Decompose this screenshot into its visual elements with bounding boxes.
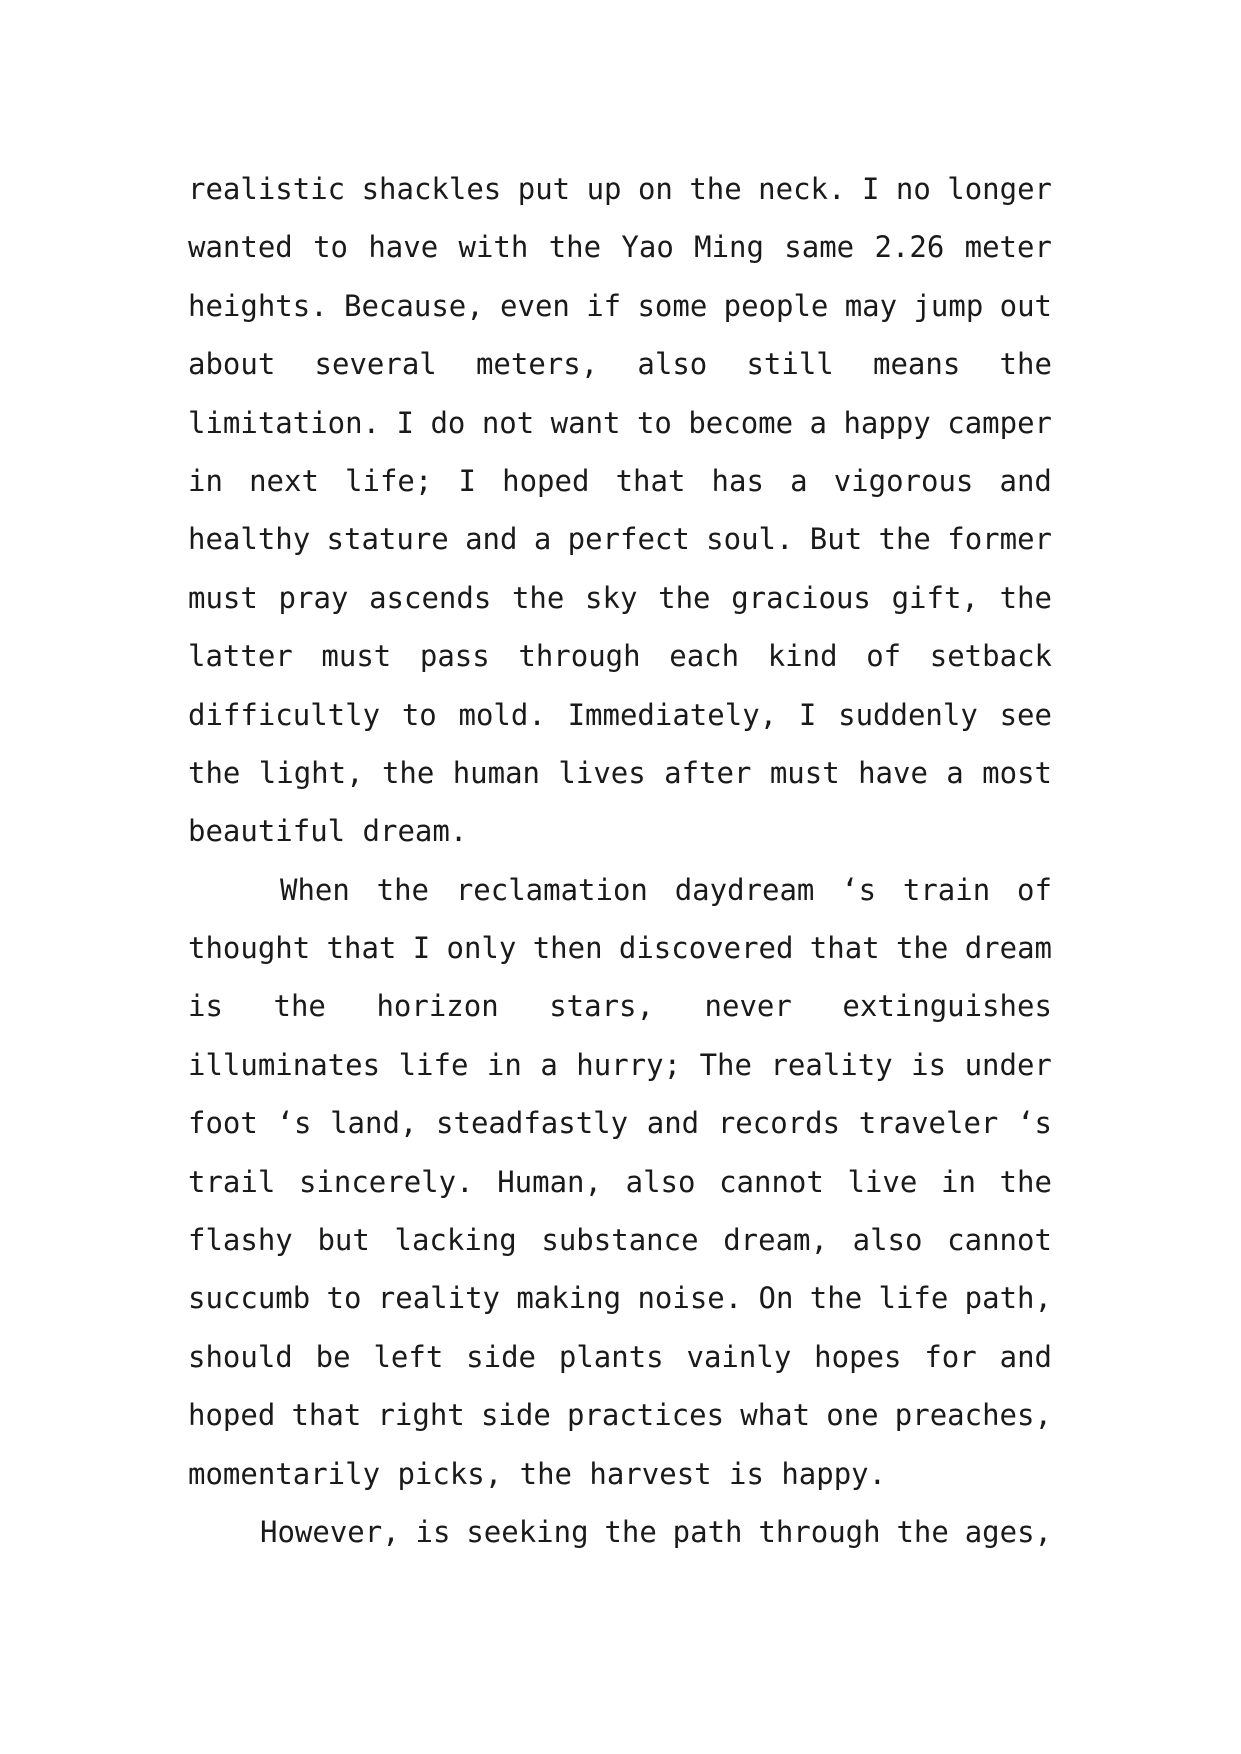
word: the (999, 347, 1052, 382)
word: means (873, 347, 961, 382)
word: the (896, 1514, 949, 1549)
word: camper (947, 405, 1052, 440)
word: life; (345, 463, 433, 498)
word: a (533, 522, 552, 557)
text-line (188, 977, 1052, 1035)
word: harvest (589, 1456, 712, 1491)
word: live (847, 1164, 918, 1199)
word: extinguishes (842, 989, 1052, 1024)
word: ‘s (276, 1106, 312, 1141)
text-line (188, 919, 1052, 977)
word: side (466, 1339, 536, 1374)
word: healthy (188, 522, 311, 557)
word: also (625, 1164, 696, 1199)
word: daydream (674, 872, 815, 907)
word: life (878, 1281, 949, 1316)
word: path, (964, 1281, 1052, 1316)
word: ascends (369, 580, 492, 615)
word: steadfastly (436, 1106, 629, 1141)
word: vigorous (833, 463, 974, 498)
word: next (249, 463, 319, 498)
word: reality (377, 1281, 501, 1316)
word: is (911, 1047, 947, 1082)
word: is (729, 1456, 764, 1491)
word: I (458, 463, 476, 498)
word: suddenly (838, 697, 978, 732)
text-line (188, 569, 1052, 627)
word: and (646, 1106, 700, 1141)
text-line (188, 510, 1052, 568)
word: pray (278, 580, 349, 615)
word: with (458, 230, 529, 265)
word: and (465, 522, 518, 557)
text-line (188, 1503, 1052, 1561)
word: never (704, 989, 792, 1024)
word: records (717, 1106, 841, 1141)
word: through (518, 639, 641, 674)
word: plants (558, 1339, 664, 1374)
word: dream (964, 931, 1052, 966)
text-line (188, 1328, 1052, 1386)
word: to (401, 697, 437, 732)
word: preaches, (894, 1398, 1052, 1433)
word: in (486, 1047, 522, 1082)
word: beautiful (188, 814, 346, 849)
word: must (769, 755, 840, 790)
word: On (758, 1281, 794, 1316)
word: latter (188, 639, 293, 674)
word: gracious (731, 580, 871, 615)
word: longer (947, 172, 1052, 206)
word: trail (188, 1164, 276, 1199)
word: lacking (394, 1223, 517, 1258)
word: same (784, 230, 855, 265)
text-line (188, 1445, 1052, 1503)
word: the (809, 1281, 863, 1316)
word: also (852, 1223, 923, 1258)
text-line (188, 861, 1052, 919)
word: reality (770, 1047, 893, 1082)
word: right (377, 1398, 465, 1433)
word: through (758, 1514, 881, 1549)
word: the (999, 580, 1052, 615)
word: horizon (376, 989, 499, 1024)
word: wanted (188, 230, 293, 265)
word: Yao (621, 230, 674, 265)
text-line (188, 744, 1052, 802)
word: sky (585, 580, 638, 615)
word: 2.26 (874, 230, 945, 265)
body-text (188, 160, 1052, 1561)
word: about (188, 347, 276, 382)
text-line (188, 277, 1052, 335)
word: noise. (637, 1281, 743, 1316)
word: lives (558, 755, 646, 790)
word: hoped (188, 1398, 276, 1433)
word: land, (330, 1106, 418, 1141)
word: light, (258, 755, 364, 790)
word: thought (188, 931, 311, 966)
word: train (902, 872, 991, 907)
word: Because, (344, 288, 484, 323)
word: former (947, 522, 1052, 557)
word: side (480, 1398, 551, 1433)
word: have (368, 230, 439, 265)
word: that (615, 463, 686, 498)
word: sincerely. (298, 1164, 474, 1199)
word: several (314, 347, 437, 382)
word: to (313, 230, 349, 265)
word: not (481, 405, 535, 440)
word: I (798, 697, 817, 732)
word: up (586, 172, 622, 206)
word: dream, (723, 1223, 828, 1258)
word: the (376, 872, 430, 907)
word: cannot (719, 1164, 824, 1199)
word: flashy (188, 1223, 293, 1258)
word: then (532, 931, 603, 966)
word: that (326, 931, 397, 966)
word: stature (326, 522, 449, 557)
word: Ming (694, 230, 764, 265)
text-line (188, 1386, 1052, 1444)
word: in (188, 463, 223, 498)
word: want (550, 405, 621, 440)
word: neck. (758, 172, 846, 206)
word: to (636, 405, 672, 440)
word: happy (843, 405, 931, 440)
text-line (188, 1211, 1052, 1269)
word: one (826, 1398, 879, 1433)
word: a (946, 755, 964, 790)
text-line (188, 1153, 1052, 1211)
word: ‘s (1017, 1106, 1052, 1141)
word: human (452, 755, 541, 790)
word: for (924, 1339, 977, 1374)
word: may (844, 288, 898, 323)
word: I (412, 931, 431, 966)
word: shackles (361, 172, 502, 206)
word: no (895, 172, 931, 206)
word: even (500, 288, 570, 323)
word: traveler (858, 1106, 999, 1141)
word: dream. (362, 814, 468, 849)
word: after (664, 755, 752, 790)
word: also (637, 347, 708, 382)
word: discovered (618, 931, 794, 966)
word: hoped (502, 463, 590, 498)
word: must (321, 639, 392, 674)
word: pass (419, 639, 490, 674)
word: a (790, 463, 808, 498)
word: under (964, 1047, 1052, 1082)
word: limitation. (188, 405, 381, 440)
text-line (188, 1094, 1052, 1152)
word: The (699, 1047, 752, 1082)
word: should (188, 1339, 293, 1374)
word: but (317, 1223, 370, 1258)
word: each (669, 639, 740, 674)
text-line (188, 335, 1052, 393)
word: and (999, 1339, 1052, 1374)
word: left (373, 1339, 444, 1374)
word: perfect (567, 522, 690, 557)
word: in (940, 1164, 976, 1199)
word: hurry; (576, 1047, 682, 1082)
word: succumb (188, 1281, 311, 1316)
word: ages, (964, 1514, 1052, 1549)
word: of (1017, 872, 1052, 907)
word: is (415, 1514, 451, 1549)
word: I (396, 405, 414, 440)
word: the (604, 1514, 657, 1549)
word: to (326, 1281, 362, 1316)
word: of (866, 639, 902, 674)
word: put (517, 172, 571, 206)
word: soul. (706, 522, 794, 557)
word: I (861, 172, 880, 206)
word: is (188, 989, 223, 1024)
word: kind (767, 639, 838, 674)
text-line (188, 1036, 1052, 1094)
word: the (511, 580, 565, 615)
word: jump (913, 288, 984, 323)
word: do (430, 405, 466, 440)
word: reclamation (455, 872, 648, 907)
text-line (188, 218, 1052, 276)
word: the (895, 931, 949, 966)
text-line (188, 1269, 1052, 1327)
word: But (809, 522, 863, 557)
word: the (878, 522, 931, 557)
word: the (188, 755, 241, 790)
word: Human, (497, 1164, 602, 1199)
word: ‘s (841, 872, 877, 907)
word: mold. (458, 697, 546, 732)
word: still (746, 347, 834, 382)
word: see (999, 697, 1052, 732)
word: the (689, 172, 742, 206)
word: become (688, 405, 794, 440)
word: people (723, 288, 829, 323)
word: substance (541, 1223, 699, 1258)
text-line (188, 160, 1052, 218)
word: if (586, 288, 622, 323)
word: a (540, 1047, 558, 1082)
word: the (548, 230, 602, 265)
word: the (999, 1164, 1052, 1199)
word: meters, (475, 347, 599, 382)
word: that (809, 931, 880, 966)
word: has (711, 463, 764, 498)
word: a (809, 405, 828, 440)
word: be (315, 1339, 351, 1374)
word: the (273, 989, 326, 1024)
text-line (188, 452, 1052, 510)
word: life (398, 1047, 469, 1082)
word: path (672, 1514, 743, 1549)
word: most (982, 755, 1052, 790)
word: and (999, 463, 1052, 498)
text-line (188, 802, 1052, 860)
word: foot (188, 1106, 258, 1141)
word: on (637, 172, 673, 206)
word: making (516, 1281, 622, 1316)
word: the (381, 755, 435, 790)
word: the (519, 1456, 572, 1491)
word: Immediately, (567, 697, 778, 732)
word: out (999, 288, 1052, 323)
word: only (446, 931, 517, 966)
word: heights. (188, 288, 328, 323)
word: meter (964, 230, 1052, 265)
word: However, (260, 1514, 400, 1549)
text-line (188, 394, 1052, 452)
word: have (858, 755, 928, 790)
word: stars, (549, 989, 654, 1024)
word: hopes (814, 1339, 902, 1374)
word: realistic (188, 172, 346, 206)
word: seeking (466, 1514, 589, 1549)
word: happy. (781, 1456, 887, 1491)
word: the (658, 580, 711, 615)
word: difficultly (188, 697, 381, 732)
word: setback (929, 639, 1052, 674)
word: cannot (947, 1223, 1052, 1258)
word: picks, (397, 1456, 503, 1491)
word: must (188, 580, 258, 615)
word: momentarily (188, 1456, 381, 1491)
word: practices (566, 1398, 725, 1433)
word: gift, (891, 580, 979, 615)
word: that (291, 1398, 362, 1433)
word: what (740, 1398, 811, 1433)
text-line (188, 686, 1052, 744)
word: When (280, 872, 350, 907)
word: illuminates (188, 1047, 381, 1082)
word: vainly (686, 1339, 792, 1374)
text-line (188, 627, 1052, 685)
word: some (637, 288, 708, 323)
